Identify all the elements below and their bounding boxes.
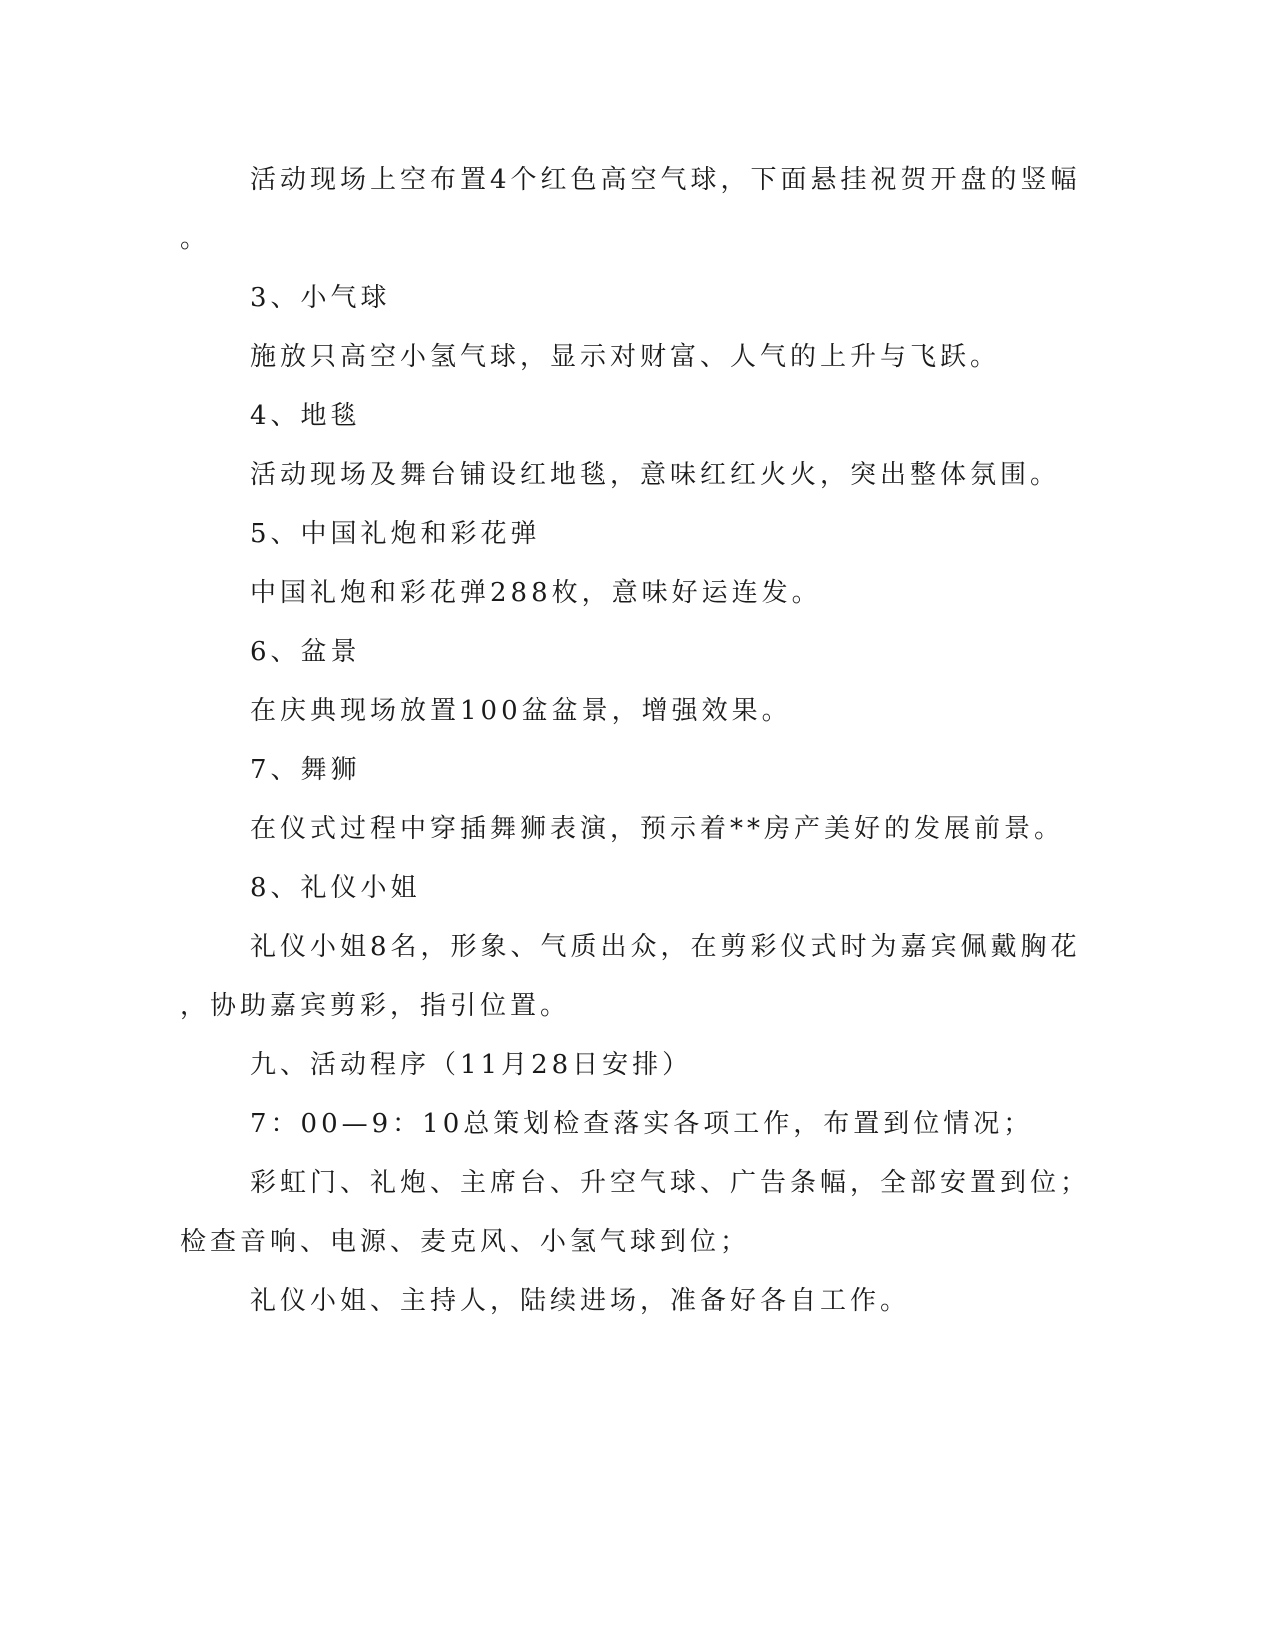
- paragraph-line: 活动现场上空布置4个红色高空气球，下面悬挂祝贺开盘的竖幅: [250, 165, 1081, 195]
- paragraph-line: 在仪式过程中穿插舞狮表演，预示着**房产美好的发展前景。: [250, 814, 1065, 844]
- section-heading: 3、小气球: [250, 283, 391, 313]
- paragraph-line: 。: [180, 224, 211, 254]
- paragraph-line: ，协助嘉宾剪彩，指引位置。: [180, 991, 571, 1021]
- paragraph-line: 礼仪小姐、主持人，陆续进场，准备好各自工作。: [250, 1286, 911, 1316]
- section-heading: 九、活动程序（11月28日安排）: [250, 1050, 693, 1080]
- paragraph-line: 活动现场及舞台铺设红地毯，意味红红火火，突出整体氛围。: [250, 460, 1061, 490]
- paragraph-line: 在庆典现场放置100盆盆景，增强效果。: [250, 696, 792, 726]
- section-heading: 5、中国礼炮和彩花弹: [250, 519, 541, 549]
- paragraph-line: 礼仪小姐8名，形象、气质出众，在剪彩仪式时为嘉宾佩戴胸花: [250, 932, 1081, 962]
- paragraph-line: 7：00—9：10总策划检查落实各项工作，布置到位情况；: [250, 1109, 1034, 1139]
- paragraph-line: 检查音响、电源、麦克风、小氢气球到位；: [180, 1227, 751, 1257]
- paragraph-line: 中国礼炮和彩花弹288枚，意味好运连发。: [250, 578, 822, 608]
- section-heading: 4、地毯: [250, 401, 361, 431]
- section-heading: 7、舞狮: [250, 755, 361, 785]
- section-heading: 8、礼仪小姐: [250, 873, 421, 903]
- paragraph-line: 彩虹门、礼炮、主席台、升空气球、广告条幅，全部安置到位；: [250, 1168, 1091, 1198]
- section-heading: 6、盆景: [250, 637, 361, 667]
- paragraph-line: 施放只高空小氢气球，显示对财富、人气的上升与飞跃。: [250, 342, 1001, 372]
